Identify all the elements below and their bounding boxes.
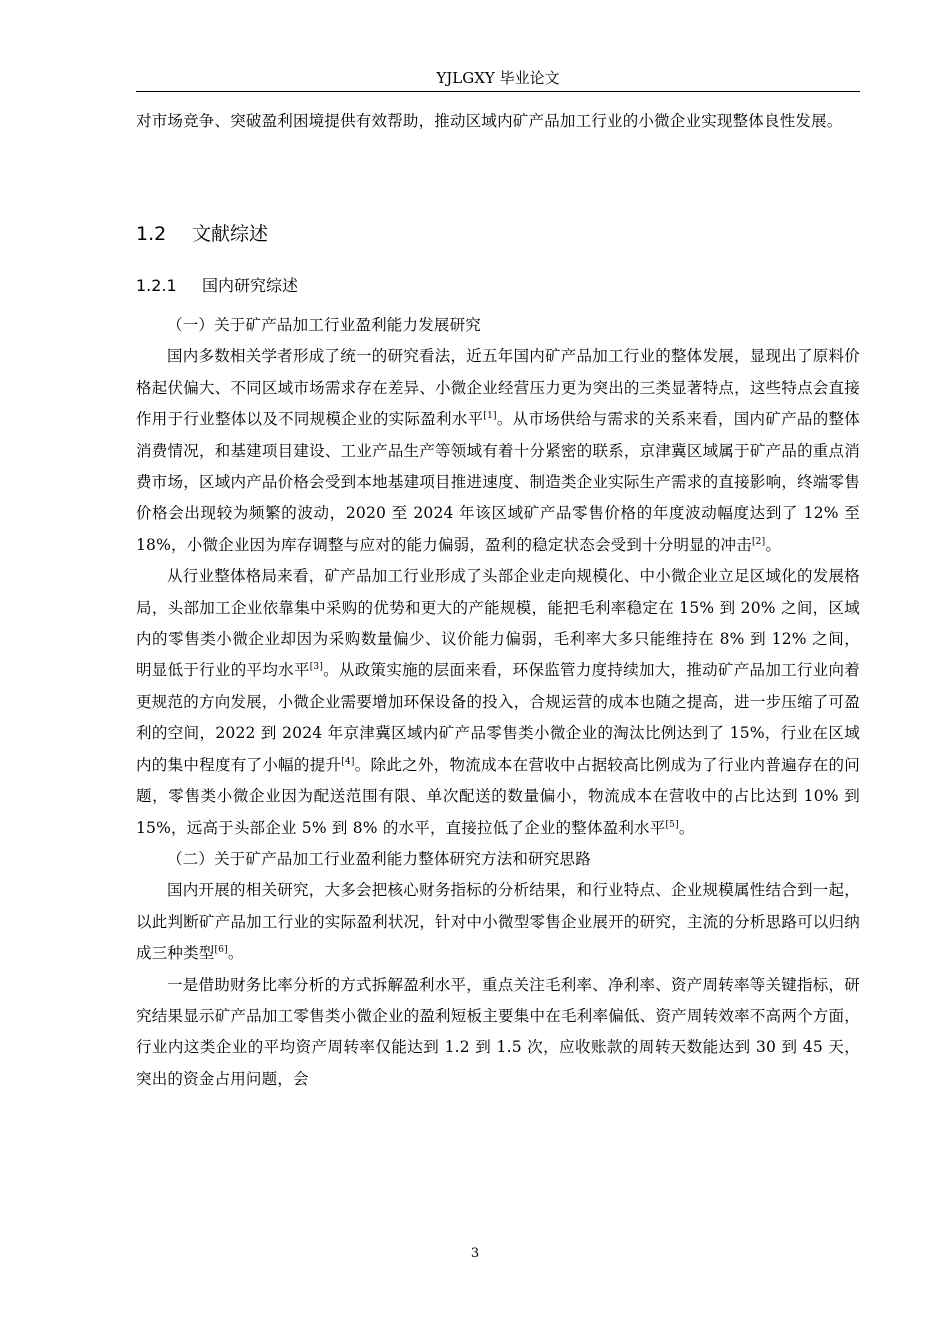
part1-paragraph-2 bbox=[136, 561, 860, 844]
subsection-title: 国内研究综述 bbox=[202, 276, 299, 295]
intro-block bbox=[136, 106, 860, 137]
header-rule bbox=[136, 91, 860, 92]
citation-5: [5] bbox=[665, 819, 679, 830]
citation-4: [4] bbox=[341, 756, 355, 767]
section-heading bbox=[136, 219, 268, 246]
text-run: 。从政策实施的层面来看，环保监管力度持续加大，推动矿产品加工行业向着更规范的方向发展，小微企业需要增加环保设备的投入，合规运营的成本也随之提高，进一步压缩了可盈利的空间，2022 到 2024 年京津冀区域内矿产品零售类小微企业的淘汰比例达到了 15%，行业在区域内的集中程度有了小幅的提升 bbox=[136, 661, 860, 774]
text-run: 。除此之外，物流成本在营收中占据较高比例成为了行业内普遍存在的问题，零售类小微企业因为配送范围有限、单次配送的数量偏小，物流成本在营收中的占比达到 10% 到 15%，远高于头部企业 5% 到 8% 的水平，直接拉低了企业的整体盈利水平 bbox=[136, 755, 860, 837]
citation-6: [6] bbox=[214, 944, 228, 955]
text-run: 从行业整体格局来看，矿产品加工行业形成了头部企业走向规模化、中小微企业立足区域化的发展格局，头部加工企业依靠集中采购的优势和更大的产能规模，能把毛利率稳定在 15% 到 20% 之间，区域内的零售类小微企业却因为采购数量偏少、议价能力偏弱，毛利率大多只能维持在 8% 到 12% 之间，明显低于行业的平均水平 bbox=[136, 567, 860, 680]
text-run: 国内多数相关学者形成了统一的研究看法，近五年国内矿产品加工行业的整体发展，显现出了原料价格起伏偏大、不同区域市场需求存在差异、小微企业经营压力更为突出的三类显著特点，这些特点会直接作用于行业整体以及不同规模企业的实际盈利水平 bbox=[136, 347, 860, 429]
subsection-heading bbox=[136, 273, 298, 296]
subsection-number: 1.2.1 bbox=[136, 276, 177, 295]
part2-paragraph-2: 一是借助财务比率分析的方式拆解盈利水平，重点关注毛利率、净利率、资产周转率等关键指标，研究结果显示矿产品加工零售类小微企业的盈利短板主要集中在毛利率偏低、资产周转效率不高两个方面，行业内这类企业的平均资产周转率仅能达到 1.2 到 1.5 次，应收账款的周转天数能达到 30 到 45 天，突出的资金占用问题，会 bbox=[136, 975, 860, 1088]
text-run: 国内开展的相关研究，大多会把核心财务指标的分析结果，和行业特点、企业规模属性结合到一起，以此判断矿产品加工行业的实际盈利状况，针对中小微型零售企业展开的研究，主流的分析思路可以归纳成三种类型 bbox=[136, 881, 860, 963]
main-text-block bbox=[136, 310, 860, 1095]
part2-heading: （二）关于矿产品加工行业盈利能力整体研究方法和研究思路 bbox=[167, 849, 591, 868]
text-run: 。 bbox=[765, 535, 782, 554]
part2-paragraph-1 bbox=[136, 875, 860, 969]
section-number: 1.2 bbox=[136, 223, 167, 245]
text-run: 。 bbox=[678, 818, 695, 837]
intro-paragraph: 对市场竞争、突破盈利困境提供有效帮助，推动区域内矿产品加工行业的小微企业实现整体良性发展。 bbox=[136, 112, 843, 130]
part1-paragraph-1 bbox=[136, 341, 860, 561]
citation-2: [2] bbox=[751, 536, 766, 547]
page-number: 3 bbox=[470, 1246, 480, 1261]
text-run: 。 bbox=[227, 944, 244, 963]
citation-1: [1] bbox=[483, 411, 497, 422]
text-run: 。从市场供给与需求的关系来看，国内矿产品的整体消费情况，和基建项目建设、工业产品生产等领域有着十分紧密的联系，京津冀区域属于矿产品的重点消费市场，区域内产品价格会受到本地基建项目推进速度、制造类企业实际生产需求的直接影响，终端零售价格会出现较为频繁的波动，2020 至 2024 年该区域矿产品零售价格的年度波动幅度达到了 12% 至 18%，小微企业因为库存调整与应对的能力偏弱，盈利的稳定状态会受到十分明显的冲击 bbox=[136, 410, 860, 554]
citation-3: [3] bbox=[309, 662, 324, 673]
part1-heading: （一）关于矿产品加工行业盈利能力发展研究 bbox=[167, 316, 482, 334]
section-title: 文献综述 bbox=[192, 223, 269, 245]
running-header: YJLGXY 毕业论文 bbox=[436, 69, 560, 87]
